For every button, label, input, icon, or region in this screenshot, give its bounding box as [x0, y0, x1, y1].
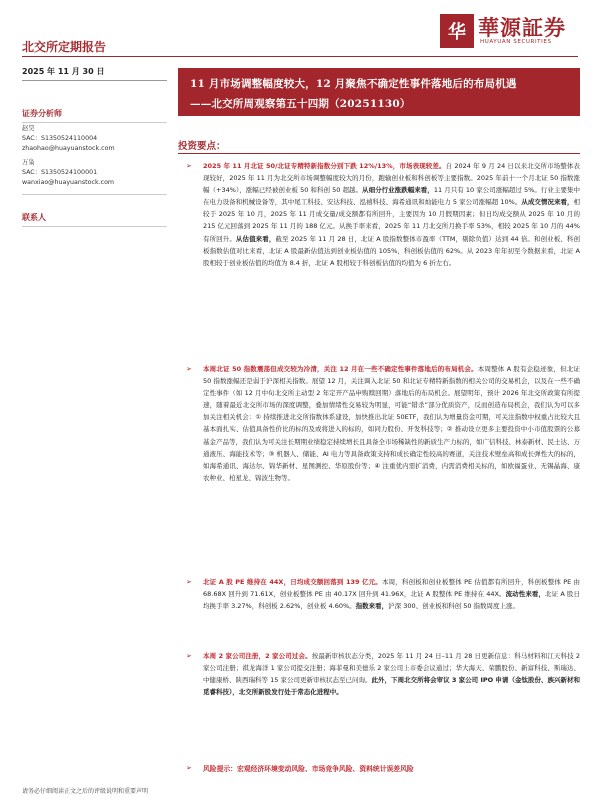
date-divider	[22, 80, 167, 81]
paragraph-text: 按最新审核状态分类，2025 年 11 月 24 日–11 月 28 日更新信息：科马材料和江天科技 2 家公司注册；祺龙海洋 1 家公司提交注册；海菲曼和美德乐 2 家公司上市委会议通过；华大海天、荣鹏股份、新富科技、斯瑞达、中健康桥、陕西瑞科等 15 家公司更新审核状态至已问询。	[203, 652, 580, 685]
paragraph-text: 自 2024 年 9 月 24 日以来北交所市场整体表现较好，2025 年 11 月为北交所市场调整幅度较大的月份，跑输创业板和科创板等主要指数。2025 年前十一个月北证 50 指数涨幅（+34%），涨幅已经被创业板 50 和科创 50 超越。	[203, 162, 580, 195]
paragraph-text: 本周整体 A 股有企稳迹象，但北证 50 指数涨幅还是弱于沪深相关指数。展望 12 月，关注调入北证 50 和北证专精特新指数的相关公司的交易机会，以及在一些不确定性事件（如 12 月中旬北交所主动型 2 年定开产品申购赎回期）落地后的布局机会。展望明年，预计 2026 年北交所政策有所提速，随着最近北交所市场的深度调整，叠加情绪性交易较为明显，可能“错杀”部分优质资产，反而创造布局机会，我们认为可以多加关注相关机会：① 持续推进北交所指数体系建设，加快推出北证 50ETF，我们认为增量资金可期，可关注指数中权重占比较大且基本面扎实、估值具备性价比的标的及或将进入的标的，如同力股份、开发科技等；② 推动设立更多主要投资中小市值股票的公募基金产品等，我们认为可关注长期期业绩稳定持续增长且具备全市场稀缺性的新质生产力标的，如广信科技、林泰新材、民士达、万通液压、海能技术等；③ 机器人、储能、AI 电力等具备政策支持和成长确定性较高的赛道，关注技术壁垒高和成长弹性大的标的，如海希通讯、海达尔、锦华新材、星图测控、华原股份等；④ 注重优内需扩消费，内需消费相关标的，如欧福蛋业、无锡晶海、康农种业、柏星龙、锦波生物等。	[203, 365, 580, 482]
summary-paragraph-outlook	[203, 363, 580, 569]
paragraph-text: 11 月只有 10 家公司涨幅超过 5%。行业主要集中在电力设备和机械设备等，其中尾工科技、安达科技、泓禧科技、海希通讯和灿能电力 5 家公司涨幅超 10%。	[203, 186, 580, 207]
paragraph-text: 北证 A 股日均换手率 3.27%，科创板 2.62%，创业板 4.60%。	[203, 590, 580, 611]
contact-divider	[22, 194, 167, 195]
analyst-label: 证券分析师	[22, 108, 62, 118]
summary-paragraph-ipo	[203, 650, 580, 750]
paragraph-lead: 北证 A 股 PE 维持在 44X，日均成交额回落到 139 亿元。	[203, 578, 382, 586]
paragraph-subhead: 流动性来看，	[505, 590, 546, 599]
keypoints-heading: 投资要点：	[178, 141, 226, 152]
title-banner	[178, 68, 580, 116]
paragraph-subhead: 从成交情况来看，	[521, 198, 574, 207]
paragraph-subhead: 此外，下周北交所将会审议 3 家公司 IPO 申请（金钛股份、族兴新材和觅睿科技），北交所新股发行处于常态化进程中。	[203, 676, 580, 697]
paragraph-lead: 2025 年 11 月北证 50/北证专精特新指数分别下跌 12%/13%，市场表现较差。	[203, 162, 446, 170]
header-divider	[22, 56, 578, 57]
paragraph-text: 截至 2025 年 11 月 28 日，北证 A 股指数整体市盈率（TTM，剔除负值）达到 44 倍。和创业板、科创板指数估值对比来看，北证 A 股最新估值达到创业板估值的 105%，科创板估值的 62%。从 2023 年年初至今数据来看，北证 A 股相较于创业板估值的均值为 8.4 折，北证 A 股相较于科创板估值的均值为 6 折左右。	[203, 234, 580, 267]
paragraph-subhead: 指数来看，	[355, 602, 389, 611]
paragraph-text: 沪深 300、创业板和科创 50 指数周度上涨。	[388, 602, 520, 611]
bullet-icon: ➢	[186, 764, 192, 772]
analyst-email[interactable]: zhaohao@huayuanstock.com	[22, 145, 115, 152]
contact-label: 联系人	[22, 212, 46, 222]
paragraph-lead: 本周北证 50 指数震荡但成交较为冷清，关注 12 月在一些不确定性事件落地后的布局机会。	[203, 365, 478, 373]
report-subtitle: ——北交所周观察第五十四期（20251130）	[190, 98, 411, 110]
company-logo	[440, 12, 590, 50]
logo-subtitle: HUAYUAN SECURITIES	[480, 39, 552, 45]
report-date: 2025 年 11 月 30 日	[22, 67, 105, 76]
logo-mark-icon: 华	[440, 14, 474, 48]
footer-disclaimer: 请务必仔细阅读正文之后的评级说明和重要声明	[22, 788, 149, 795]
logo-name: 華源証券	[478, 15, 566, 40]
summary-paragraph-market	[203, 160, 580, 356]
report-type: 北交所定期报告	[22, 40, 107, 54]
risk-warning: 风险提示：宏观经济环境变动风险、市场竞争风险、资料统计误差风险	[203, 765, 414, 773]
analyst-name: 万枭	[22, 159, 35, 166]
summary-paragraph-valuation	[203, 576, 580, 638]
paragraph-subhead: 从估值来看，	[235, 234, 276, 243]
bullet-icon: ➢	[186, 365, 192, 373]
analyst-name: 赵昊	[22, 125, 35, 132]
analyst-sac: SAC：S1350524110004	[22, 135, 98, 142]
bullet-icon: ➢	[186, 162, 192, 170]
analyst-divider	[22, 122, 167, 123]
paragraph-lead: 本周 2 家公司注册，2 家公司过会。	[203, 652, 312, 660]
bullet-icon: ➢	[186, 652, 192, 660]
paragraph-subhead: 从细分行业涨跌幅来看，	[362, 186, 434, 195]
report-title: 11 月市场调整幅度较大，12 月聚焦不确定性事件落地后的布局机遇	[190, 78, 517, 90]
contact-bottom-divider	[22, 226, 167, 227]
paragraph-text: 本周，科创板和创业板整体 PE 估值都有所回升，科创板整体 PE 由 68.68X 回升到 71.61X，创业板整体 PE 由 40.17X 回升到 41.96X，北证 A 股整体 PE 维持在 44X。	[203, 578, 580, 599]
keypoints-divider	[178, 153, 580, 154]
bullet-icon: ➢	[186, 578, 192, 586]
paragraph-text: 相较于 2025 年 10 月，2025 年 11 月成交量/成交额都有所回升，主要因为 10 月假期因素；但日均成交额从 2025 年 10 月的 215 亿元回落到 2025 年 11 月的 188 亿元。从换手率来看，2025 年 11 月北交所月换手率 53%，相较 2025 年 10 月的 44%有所回升。	[203, 198, 580, 243]
analyst-sac: SAC：S1350524100001	[22, 169, 98, 176]
analyst-email[interactable]: wanxiao@huayuanstock.com	[22, 179, 115, 186]
